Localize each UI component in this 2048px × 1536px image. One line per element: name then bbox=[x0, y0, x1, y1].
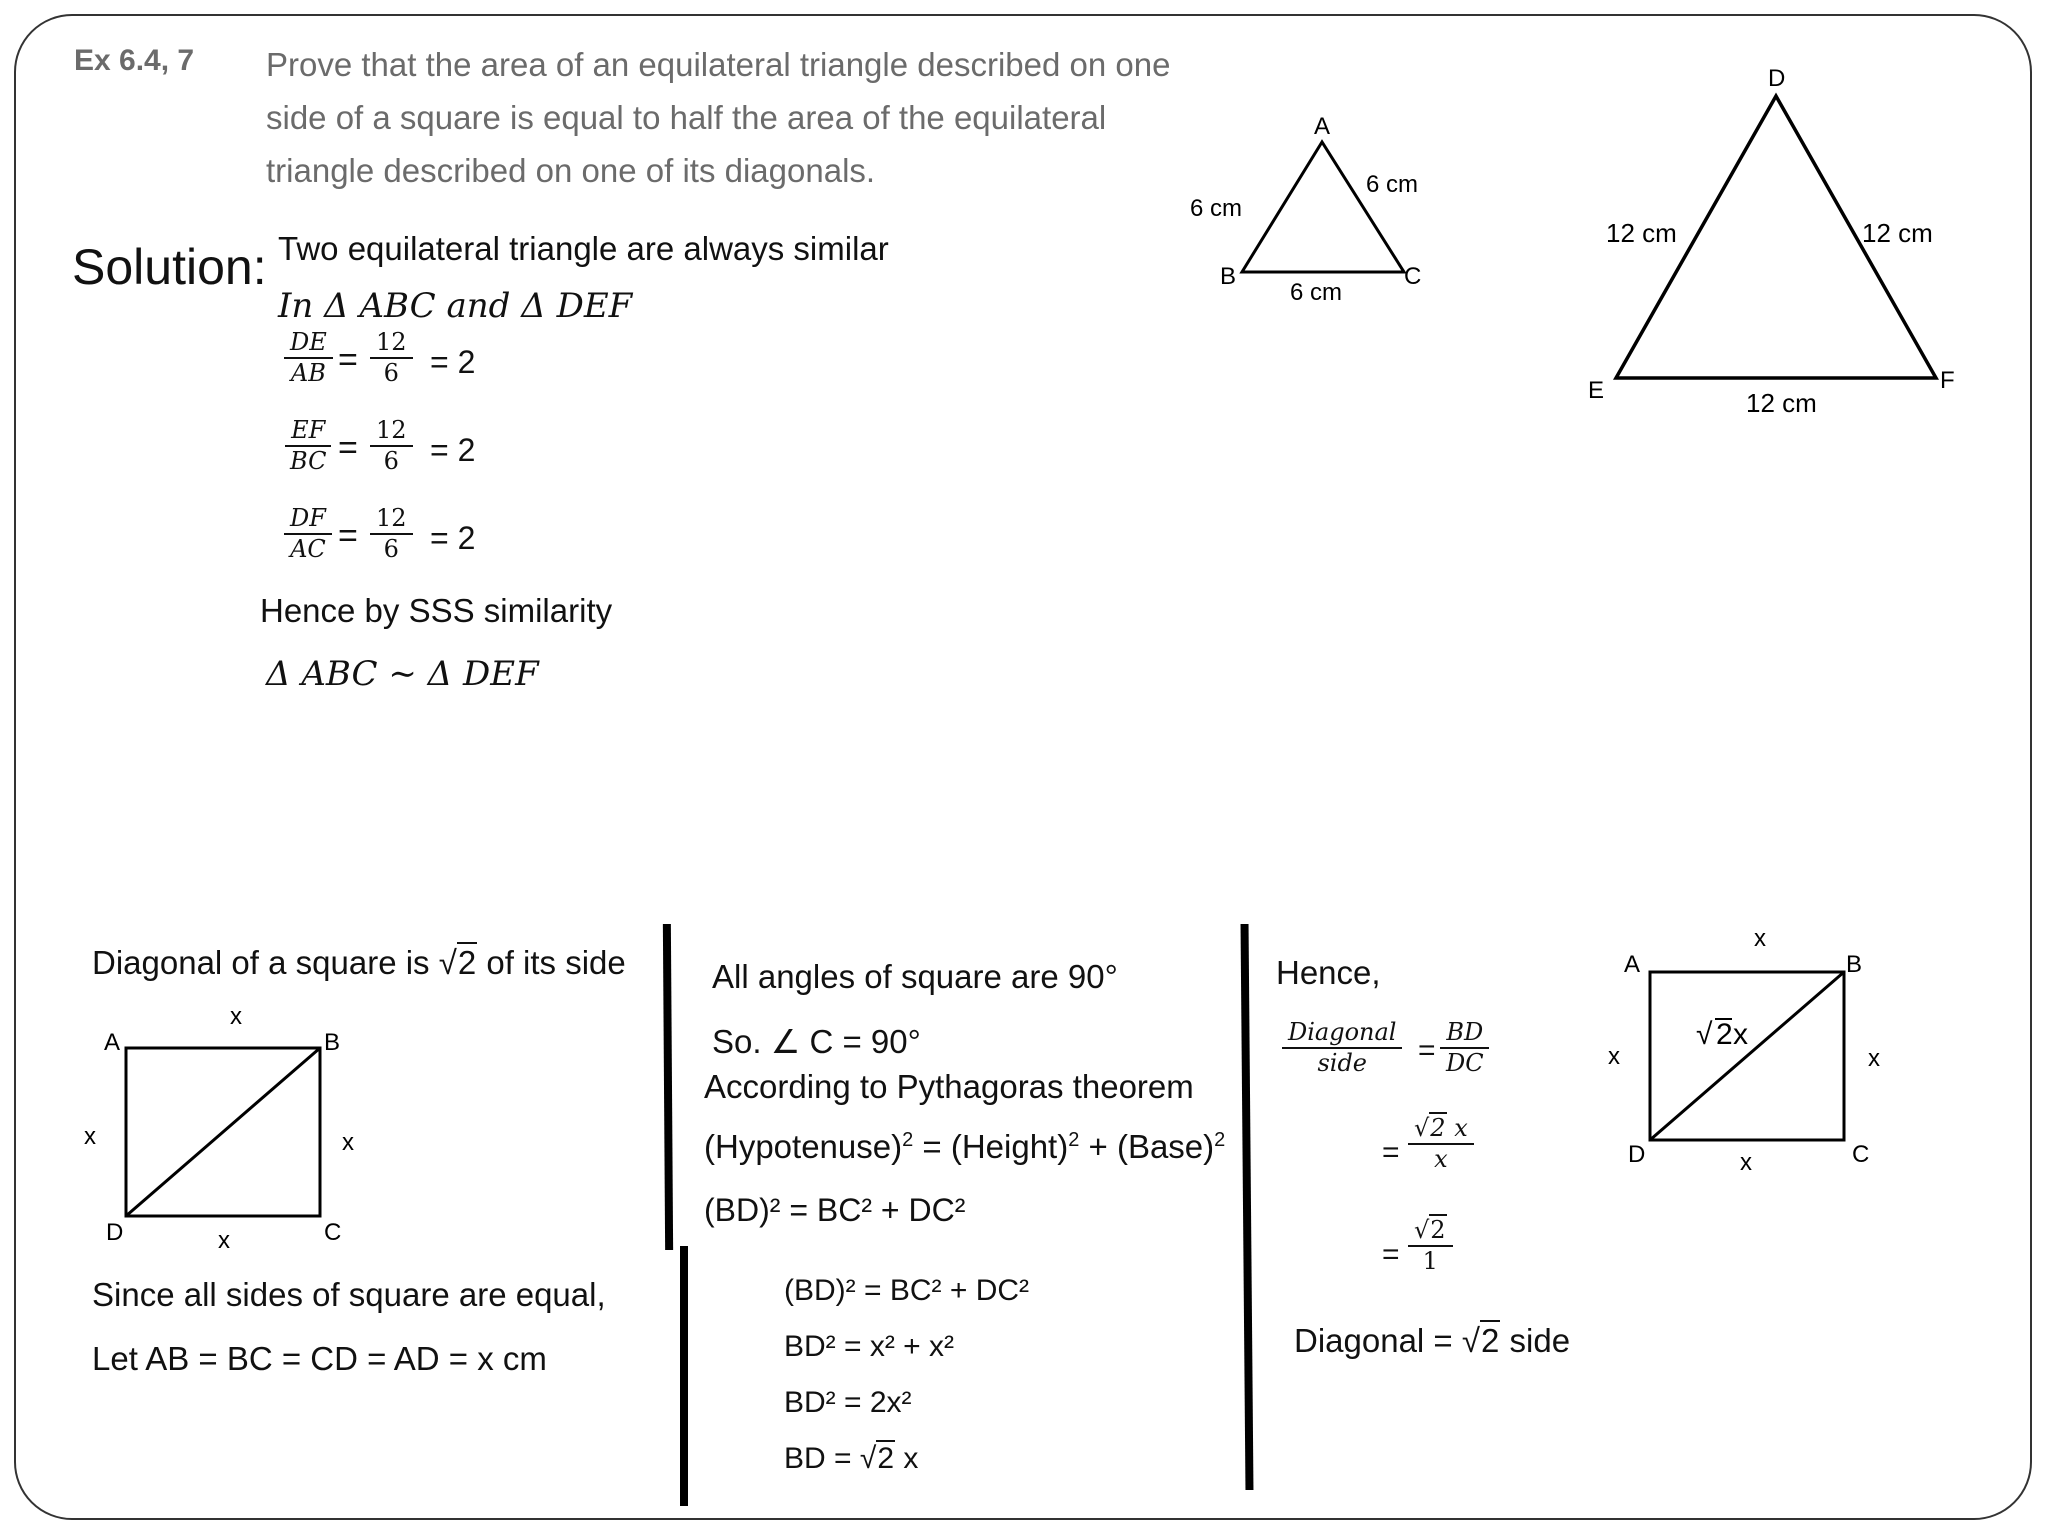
svg-text:D: D bbox=[106, 1219, 124, 1246]
eq-3: = bbox=[1382, 1238, 1400, 1271]
svg-text:A: A bbox=[1624, 951, 1641, 978]
question-line-1: Prove that the area of an equilateral triangle described on one bbox=[266, 46, 1171, 83]
step-2: BD² = x² + x² bbox=[784, 1330, 955, 1363]
divider-left-lower bbox=[680, 1246, 688, 1506]
svg-text:x: x bbox=[84, 1123, 96, 1150]
hence-text: Hence, bbox=[1276, 954, 1381, 991]
solution-label: Solution: bbox=[72, 239, 267, 295]
diagonal-heading: Diagonal of a square is √2 of its side bbox=[92, 944, 626, 981]
pythagoras-formula: (Hypotenuse)$^2$ = (Height)$^2$ + (Base)$^2$ bbox=[704, 1128, 1226, 1165]
side-ac-label: 6 cm bbox=[1366, 171, 1419, 198]
ratio-bd-dc: $\frac{BD}{DC}$ bbox=[1440, 1020, 1490, 1076]
svg-text:x: x bbox=[230, 1003, 242, 1030]
similarity-conclusion: Δ ABC ∼ Δ DEF bbox=[266, 654, 539, 694]
svg-text:C: C bbox=[1852, 1141, 1870, 1168]
ratio-sqrt2-1: $\frac{√2}{1}$ bbox=[1408, 1218, 1453, 1274]
eq-2: = bbox=[1382, 1136, 1400, 1169]
svg-text:B: B bbox=[324, 1029, 341, 1056]
diagonal-result: Diagonal = √2 side bbox=[1294, 1322, 1571, 1359]
svg-text:B: B bbox=[1846, 951, 1863, 978]
svg-text:A: A bbox=[104, 1029, 121, 1056]
vertex-f: F bbox=[1940, 367, 1955, 394]
solution-intro: Two equilateral triangle are always similar bbox=[278, 230, 889, 267]
step-3: BD² = 2x² bbox=[784, 1386, 912, 1419]
vertex-b: B bbox=[1220, 263, 1237, 290]
triangle-abc-diagram bbox=[1180, 108, 1440, 308]
side-de-label: 12 cm bbox=[1606, 218, 1677, 248]
svg-text:x: x bbox=[218, 1227, 230, 1254]
triangle-def-diagram bbox=[1570, 56, 1970, 416]
angles-text: All angles of square are 90° bbox=[712, 958, 1118, 995]
svg-text:x: x bbox=[342, 1129, 354, 1156]
side-ef-label: 12 cm bbox=[1746, 388, 1817, 416]
ratio-sqrt2x-x: $\frac{√2 x}{x}$ bbox=[1408, 1116, 1474, 1172]
side-df-label: 12 cm bbox=[1862, 218, 1933, 248]
sides-equal-text: Since all sides of square are equal, bbox=[92, 1276, 606, 1313]
svg-text:x: x bbox=[1608, 1043, 1620, 1070]
hence-sss: Hence by SSS similarity bbox=[260, 592, 613, 629]
eq-1: = bbox=[1418, 1034, 1436, 1067]
step-1: (BD)² = BC² + DC² bbox=[784, 1274, 1030, 1307]
vertex-d: D bbox=[1768, 65, 1786, 92]
question-line-2: side of a square is equal to half the area of the equilateral bbox=[266, 99, 1107, 136]
svg-text:√: √ bbox=[1696, 1018, 1713, 1051]
square-abcd-left bbox=[70, 1000, 390, 1260]
ratio-diagonal-side: Diagonal side bbox=[1282, 1020, 1402, 1076]
vertex-e: E bbox=[1588, 377, 1605, 404]
svg-text:x: x bbox=[1868, 1045, 1880, 1072]
svg-text:x: x bbox=[1733, 1018, 1748, 1051]
pythagoras-text: According to Pythagoras theorem bbox=[704, 1068, 1194, 1105]
vertex-a: A bbox=[1314, 113, 1331, 140]
vertex-c: C bbox=[1404, 263, 1422, 290]
side-ab-label: 6 cm bbox=[1190, 195, 1243, 222]
angle-c-text: So. ∠ C = 90° bbox=[712, 1023, 921, 1060]
square-abcd-right bbox=[1594, 920, 1904, 1180]
side-bc-label: 6 cm bbox=[1290, 279, 1343, 306]
let-sides-text: Let AB = BC = CD = AD = x cm bbox=[92, 1340, 547, 1377]
exercise-label: Ex 6.4, 7 bbox=[74, 44, 195, 77]
question-line-3: triangle described on one of its diagonals. bbox=[266, 152, 876, 189]
svg-text:x: x bbox=[1740, 1149, 1752, 1176]
step-4: BD = √2 x bbox=[784, 1442, 919, 1475]
svg-text:x: x bbox=[1754, 925, 1766, 952]
bd-equation: (BD)² = BC² + DC² bbox=[704, 1192, 966, 1228]
svg-text:2: 2 bbox=[1716, 1018, 1733, 1051]
svg-text:C: C bbox=[324, 1219, 342, 1246]
svg-text:D: D bbox=[1628, 1141, 1646, 1168]
in-triangles: In Δ ABC and Δ DEF bbox=[278, 286, 633, 326]
